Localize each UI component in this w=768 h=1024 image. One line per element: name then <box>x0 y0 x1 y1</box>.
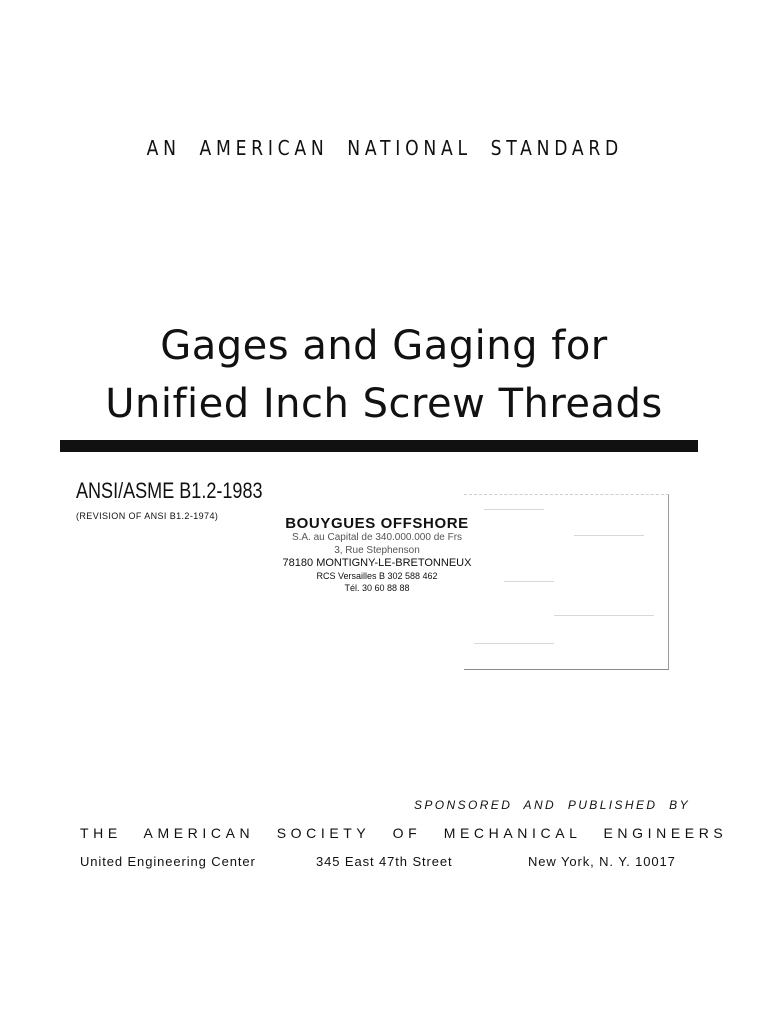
publisher-name: THE AMERICAN SOCIETY OF MECHANICAL ENGINEERS <box>80 825 728 841</box>
revision-note: (REVISION OF ANSI B1.2-1974) <box>76 511 219 521</box>
publisher-address-street: 345 East 47th Street <box>316 854 453 869</box>
stamp-registry: RCS Versailles B 302 588 462 <box>316 570 438 581</box>
document-title-line-1: Gages and Gaging for <box>160 323 608 369</box>
publisher-address-city: New York, N. Y. 10017 <box>528 854 676 869</box>
stamp-capital: S.A. au Capital de 340.000.000 de Frs <box>291 532 463 543</box>
sponsored-by: SPONSORED AND PUBLISHED BY <box>413 798 690 812</box>
company-stamp <box>262 516 492 595</box>
stamp-city: 78180 MONTIGNY-LE-BRETONNEUX <box>282 557 472 569</box>
publisher-address-center: United Engineering Center <box>80 854 256 869</box>
stamp-phone: Tél. 30 60 88 88 <box>344 583 410 593</box>
standard-designation: ANSI/ASME B1.2-1983 <box>76 478 263 503</box>
stamp-company: BOUYGUES OFFSHORE <box>285 515 469 532</box>
title-rule <box>60 440 698 452</box>
stamp-street: 3, Rue Stephenson <box>334 544 420 556</box>
series-heading: AN AMERICAN NATIONAL STANDARD <box>146 136 624 160</box>
document-title-line-2: Unified Inch Screw Threads <box>105 381 663 427</box>
stamp-frame <box>464 494 669 670</box>
